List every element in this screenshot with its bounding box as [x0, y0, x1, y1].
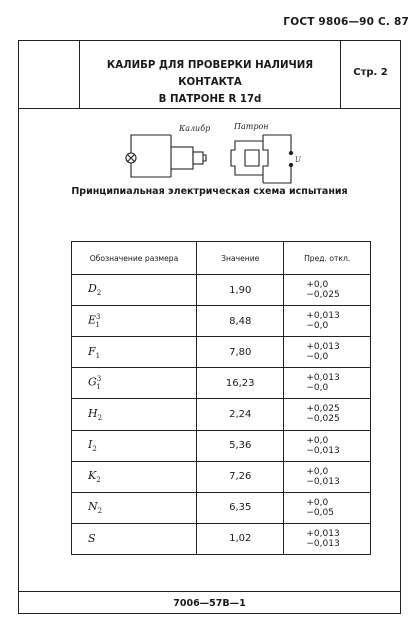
tolerance-lower: −0,05 — [306, 507, 334, 518]
table-header-row — [72, 242, 371, 275]
table-row — [72, 275, 371, 306]
dimension-value: 5,36 — [197, 430, 284, 461]
tolerance-upper: +0,0 — [306, 497, 329, 508]
tolerance-lower: −0,013 — [306, 476, 340, 487]
header-dimension: Обозначение размера — [72, 242, 197, 275]
symbol-subscript: 2 — [96, 289, 102, 298]
header-tolerance: Пред. откл. — [284, 242, 371, 275]
tolerance-upper: +0,013 — [306, 528, 340, 539]
symbol-letter: S — [88, 532, 96, 546]
symbol-superscript: 3 — [96, 375, 102, 384]
dimension-symbol — [72, 430, 197, 461]
tolerance-upper: +0,0 — [306, 435, 329, 446]
title-line-1: КАЛИБР ДЛЯ ПРОВЕРКИ НАЛИЧИЯ КОНТАКТА — [106, 60, 314, 88]
table-row — [72, 368, 371, 399]
gauge-tip-icon — [193, 152, 203, 164]
tolerance-cell — [284, 523, 371, 554]
gauge-label: Калибр — [179, 124, 211, 133]
tolerance-cell — [284, 399, 371, 430]
dimension-value: 7,80 — [197, 337, 284, 368]
tolerance-lower: −0,013 — [306, 538, 340, 549]
symbol-letter: E — [88, 313, 97, 327]
dimension-value: 8,48 — [197, 306, 284, 337]
symbol-letter: I — [88, 438, 93, 451]
document-title — [79, 41, 341, 108]
holder-label: Патрон — [234, 122, 269, 131]
dimension-symbol — [72, 306, 197, 337]
title-line-2: В ПАТРОНЕ R 17d — [158, 94, 262, 105]
table-row — [72, 306, 371, 337]
dimension-value: 1,02 — [197, 523, 284, 554]
table-row — [72, 337, 371, 368]
test-circuit-schematic — [119, 121, 339, 213]
footer-code: 7006—57B—1 — [173, 598, 246, 609]
tolerance-cell — [284, 275, 371, 306]
lamp-holder-icon — [231, 141, 268, 175]
dimension-value: 16,23 — [197, 368, 284, 399]
symbol-subscript: 1 — [96, 383, 101, 392]
document-frame — [18, 40, 401, 614]
tolerance-cell — [284, 461, 371, 492]
tolerance-upper: +0,0 — [306, 280, 329, 291]
table-row — [72, 399, 371, 430]
tolerance-lower: −0,0 — [306, 321, 329, 332]
tolerance-lower: −0,025 — [306, 290, 340, 301]
tolerance-cell — [284, 337, 371, 368]
tolerance-upper: +0,013 — [306, 311, 340, 322]
tolerance-cell — [284, 368, 371, 399]
dimension-value: 6,35 — [197, 492, 284, 523]
symbol-letter: G — [88, 376, 97, 390]
symbol-subscript: 2 — [97, 507, 103, 516]
dimension-symbol — [72, 523, 197, 554]
symbol-subscript: 1 — [95, 321, 100, 330]
symbol-subscript: 2 — [96, 476, 101, 485]
header-value: Значение — [197, 242, 284, 275]
page-header: ГОСТ 9806—90 С. 87 — [283, 16, 409, 28]
tolerance-upper: +0,013 — [306, 342, 340, 353]
dimension-value: 1,90 — [197, 275, 284, 306]
table-row — [72, 461, 371, 492]
bottom-rule — [19, 591, 400, 592]
dimension-value: 7,26 — [197, 461, 284, 492]
tolerance-lower: −0,0 — [306, 352, 329, 363]
table-row — [72, 523, 371, 554]
tolerance-cell — [284, 306, 371, 337]
voltage-label: U — [295, 156, 301, 164]
dimension-table — [71, 241, 371, 555]
tolerance-upper: +0,0 — [306, 466, 329, 477]
dimension-value: 2,24 — [197, 399, 284, 430]
tolerance-lower: −0,0 — [306, 383, 329, 394]
left-circuit-wire — [131, 135, 171, 177]
dimension-symbol — [72, 275, 197, 306]
tolerance-lower: −0,025 — [306, 414, 340, 425]
tolerance-upper: +0,025 — [306, 404, 340, 415]
symbol-letter: K — [88, 469, 97, 483]
tolerance-cell — [284, 430, 371, 461]
tolerance-cell — [284, 492, 371, 523]
tolerance-upper: +0,013 — [306, 373, 340, 384]
table-row — [72, 430, 371, 461]
schematic-caption: Принципиальная электрическая схема испытания — [71, 186, 348, 197]
dimension-symbol — [72, 368, 197, 399]
gauge-body-icon — [171, 147, 193, 169]
symbol-letter: D — [88, 282, 97, 296]
dimension-symbol — [72, 399, 197, 430]
dimension-symbol — [72, 492, 197, 523]
symbol-subscript: 2 — [97, 414, 103, 423]
table-row — [72, 492, 371, 523]
symbol-superscript: 3 — [96, 313, 101, 322]
right-circuit-wire — [263, 135, 291, 183]
dimension-symbol — [72, 461, 197, 492]
symbol-subscript: 2 — [92, 445, 97, 454]
symbol-subscript: 1 — [95, 351, 101, 360]
title-row — [19, 41, 400, 109]
symbol-letter: H — [88, 406, 98, 420]
dimension-symbol — [72, 337, 197, 368]
sheet-number: Стр. 2 — [353, 67, 388, 78]
symbol-letter: N — [88, 500, 98, 514]
symbol-letter: F — [88, 344, 96, 358]
tolerance-lower: −0,013 — [306, 445, 340, 456]
